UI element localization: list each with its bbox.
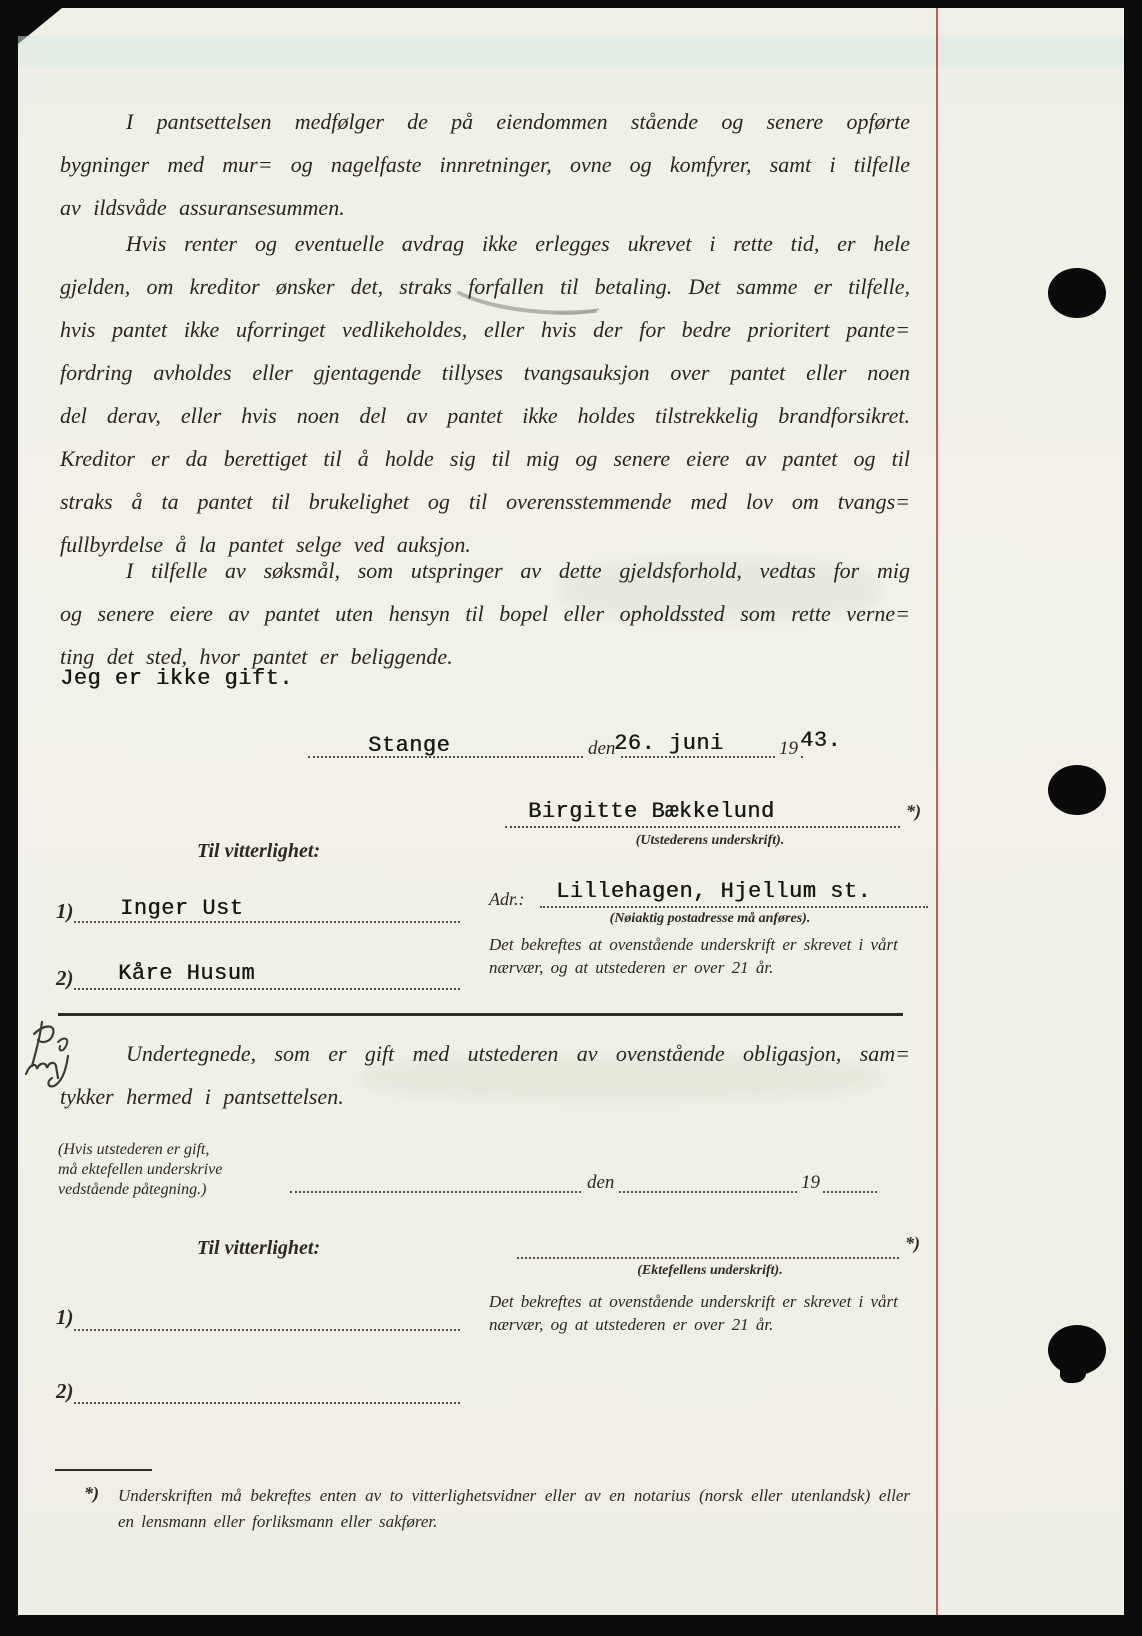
body-line: av ildsvåde assuransesummen. — [60, 195, 345, 220]
typed-witness2: Kåre Husum — [118, 961, 256, 986]
typed-year: 43. — [800, 728, 842, 753]
year-prefix-2: 19 — [798, 1172, 823, 1194]
spouse-witness1-number: 1) — [56, 1305, 74, 1329]
den-label-2: den — [583, 1172, 618, 1194]
typed-witness1: Inger Ust — [120, 896, 244, 921]
spouse-signature-line — [517, 1257, 899, 1259]
body-line: I tilfelle av søksmål, som utspringer av dette gjeldsforhold, vedtas for mig — [126, 558, 910, 583]
body-line: Undertegnede, som er gift med utstederen av ovenstående obligasjon, sam= — [126, 1041, 910, 1066]
footnote-text — [118, 1483, 910, 1535]
paragraph-1 — [60, 100, 910, 229]
typed-place: Stange — [368, 733, 451, 758]
body-line: tykker hermed i pantsettelsen. — [60, 1084, 344, 1109]
issuer-signature-line — [505, 826, 900, 828]
body-line: bygninger med mur= og nagelfaste innretninger, ovne og komfyrer, samt i tilfelle — [60, 152, 910, 177]
witness2-number: 2) — [56, 966, 74, 990]
scan-tint-band-faint — [18, 66, 1124, 104]
punch-hole — [1048, 268, 1106, 318]
punch-hole — [1048, 765, 1106, 815]
spouse-witness1-line — [74, 1329, 460, 1331]
punch-hole — [1048, 1325, 1106, 1375]
spouse-signature-caption: (Ektefellens underskrift). — [637, 1263, 783, 1278]
margin-rule-red — [936, 8, 938, 1615]
footnote-line: en lensmann eller forliksmann eller sakfører. — [118, 1512, 438, 1531]
paragraph-2 — [60, 222, 910, 566]
body-line: fullbyrdelse å la pantet selge ved auksjon. — [60, 532, 471, 557]
body-line: gjelden, om kreditor ønsker det, straks forfallen til betaling. Det samme er tilfelle, — [60, 274, 910, 299]
attest-block-1 — [489, 933, 921, 979]
footnote-line: Underskriften må bekreftes enten av to vitterlighetsvidner eller av en notarius (norsk eller utenlandsk) eller — [118, 1486, 910, 1505]
issuer-signature-caption: (Utstederens underskrift). — [635, 833, 785, 848]
attest-line: Det bekreftes at ovenstående underskrift er skrevet i vårt — [489, 1292, 898, 1311]
hint-line: må ektefellen underskrive — [58, 1161, 223, 1178]
footnote-rule — [55, 1469, 152, 1471]
body-line: del derav, eller hvis noen del av pantet ikke holdes tilstrekkelig brandforsikret. — [60, 403, 910, 428]
paragraph-3 — [60, 549, 910, 678]
witness2-signature-line — [74, 988, 460, 990]
section-divider-rule — [58, 1013, 903, 1016]
typed-issuer-signature: Birgitte Bækkelund — [528, 799, 775, 824]
body-line: ting det sted, hvor pantet er beliggende. — [60, 644, 453, 669]
footnote-marker-definition: *) — [84, 1483, 99, 1503]
spouse-hint-note — [58, 1140, 278, 1200]
attest-line: nærvær, og at utstederen er over 21 år. — [489, 1315, 774, 1334]
year-prefix: 19 — [776, 738, 801, 760]
scan-tint-band — [18, 36, 1124, 66]
den-label: den — [584, 738, 619, 760]
address-caption: (Nøiaktig postadresse må anføres). — [609, 911, 811, 926]
typed-date: 26. juni — [614, 731, 724, 756]
body-line: fordring avholdes eller gjentagende tillyses tvangsauksjon over pantet eller noen — [60, 360, 910, 385]
body-line: og senere eiere av pantet uten hensyn til bopel eller opholdssted som rette verne= — [60, 601, 910, 626]
hint-line: vedstående påtegning.) — [58, 1181, 207, 1198]
typed-marital-status: Jeg er ikke gift. — [60, 666, 293, 691]
body-line: I pantsettelsen medfølger de på eiendommen stående og senere opførte — [126, 109, 910, 134]
adr-label: Adr.: — [489, 889, 525, 909]
hint-line: (Hvis utstederen er gift, — [58, 1141, 210, 1158]
attest-block-2 — [489, 1290, 921, 1336]
address-field-line — [540, 906, 928, 908]
witness-heading-2: Til vitterlighet: — [197, 1237, 321, 1259]
footnote-marker: *) — [906, 801, 921, 821]
spouse-witness2-number: 2) — [56, 1379, 74, 1403]
typed-address: Lillehagen, Hjellum st. — [556, 879, 872, 904]
witness-heading-1: Til vitterlighet: — [197, 840, 321, 862]
witness1-signature-line — [74, 921, 460, 923]
body-line: straks å ta pantet til brukelighet og til overensstemmende med lov om tvangs= — [60, 489, 910, 514]
witness1-number: 1) — [56, 899, 74, 923]
body-line: Hvis renter og eventuelle avdrag ikke erlegges ukrevet i rette tid, er hele — [126, 231, 910, 256]
spouse-witness2-line — [74, 1402, 460, 1404]
attest-line: nærvær, og at utstederen er over 21 år. — [489, 958, 774, 977]
footnote-marker-2: *) — [905, 1233, 920, 1253]
attest-line: Det bekreftes at ovenstående underskrift er skrevet i vårt — [489, 935, 898, 954]
body-line: hvis pantet ikke uforringet vedlikeholdes, eller hvis der for bedre prioritert pante= — [60, 317, 910, 342]
spouse-consent-paragraph — [60, 1032, 910, 1118]
body-line: Kreditor er da berettiget til å holde sig til mig og senere eiere av pantet og til — [60, 446, 910, 471]
